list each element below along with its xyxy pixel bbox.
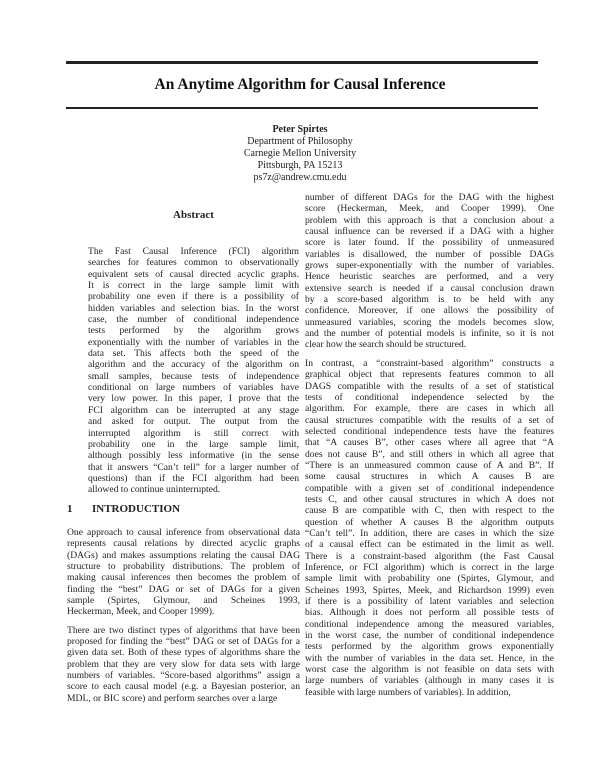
paper-title: An Anytime Algorithm for Causal Inference <box>154 76 446 93</box>
text-line: There is a constraint-based algorithm (the Fast Causal <box>305 550 554 562</box>
text-line: In contrast, a “constraint-based algorithm” constructs a <box>305 357 554 369</box>
text-line: feasible with large numbers of variables). In addition, <box>305 686 511 698</box>
paragraph <box>305 358 554 698</box>
text-line: FCI algorithm can be interrupted at any stage <box>88 404 299 416</box>
text-line: structure to probability distributions. The problem of <box>67 561 300 573</box>
author-name: Peter Spirtes <box>272 124 328 135</box>
text-line: causal structures compatible with the results of a set of <box>305 414 554 426</box>
paragraph <box>67 527 300 618</box>
text-line: of a causal effect can be estimated in the limit as well. <box>305 539 554 551</box>
text-line: cause B are compatible with C, then with respect to the <box>305 505 554 517</box>
abstract-heading: Abstract <box>173 209 214 221</box>
text-line: making causal inferences then becomes the problem of <box>67 572 300 584</box>
text-line: algorithm. For example, there are cases in which all <box>305 403 554 415</box>
text-line: score is later found. If the possibility of unmeasured <box>305 237 554 249</box>
text-line: by a score-based algorithm is to be held with any <box>305 294 554 306</box>
text-line: conditional independence among the measured variables, <box>305 618 554 630</box>
text-line: probability one in the large sample limit, <box>88 438 299 450</box>
text-line: finding the “best” DAG or set of DAGs for a given <box>67 583 300 595</box>
text-line: some causal structures in which A causes B are <box>305 471 554 483</box>
author-email[interactable]: ps7z@andrew.cmu.edu <box>253 172 347 183</box>
text-line: bias. Although it does not perform all possible tests of <box>305 607 554 619</box>
text-line: Heckerman, Meek, and Cooper 1999). <box>67 606 215 618</box>
text-line: Scheines 1993, Spirtes, Meek, and Richardson 1999) even <box>305 584 554 596</box>
text-line: score (Heckerman, Meek, and Cooper 1999). One <box>305 203 554 215</box>
text-line: problem that they are very slow for data sets with large <box>67 658 300 670</box>
text-line: interrupted algorithm is still correct with <box>88 427 299 439</box>
text-line: hidden variables and selection bias. In the worst <box>88 302 299 314</box>
text-line: number of different DAGs for the DAG with the highest <box>305 192 554 203</box>
text-line: sample limit with probability one (Spirtes, Glymour, and <box>305 573 554 585</box>
paragraph <box>67 625 300 704</box>
text-line: worst case the algorithm is not feasible on data sets with <box>305 664 554 676</box>
text-line: conditional on large numbers of variables have <box>88 382 299 394</box>
text-line: causal influence can be reversed if a DAG with a higher <box>305 226 554 238</box>
text-line: probability one even if there is a possibility of <box>88 291 299 303</box>
text-line: equivalent sets of causal directed acyclic graphs. <box>88 268 299 280</box>
text-line: numbers of variables. “Score-based algorithms” assign a <box>67 670 300 682</box>
text-line: “There is an unmeasured common cause of A and B”. If <box>305 459 554 471</box>
text-line: exponentially with the number of variables in the <box>88 336 299 348</box>
text-line: case, the number of conditional independence <box>88 314 299 326</box>
text-line: tests performed by the algorithm grows <box>88 325 299 337</box>
text-line: question of whether A causes B the algorithm outputs <box>305 516 554 528</box>
text-line: with the number of variables in the data set. Hence, in the <box>305 652 554 664</box>
text-line: “Can’t tell”. In addition, there are cases in which the size <box>305 527 554 539</box>
text-line: questions) than if the FCI algorithm had been <box>88 472 299 484</box>
text-line: grows super-exponentially with the number of variables. <box>305 260 554 272</box>
text-line: variables is disallowed, the number of possible DAGs <box>305 248 554 260</box>
author-dept: Department of Philosophy <box>247 136 353 147</box>
text-line: that it answers “Can’t tell” for a larger number of <box>88 461 299 473</box>
text-line: although possibly less informative (in the sense <box>88 450 299 462</box>
text-line: score to each causal model (e.g. a Bayesian posterior, an <box>67 681 300 693</box>
text-line: in the worst case, the number of conditional independence <box>305 630 554 642</box>
text-line: searches for features common to observationally <box>88 257 299 269</box>
text-line: large numbers of variables (although in many cases it is <box>305 675 554 687</box>
text-line: small samples, because tests of independence <box>88 370 299 382</box>
text-line: problem with this approach is that a conclusion about a <box>305 214 554 226</box>
text-line: very low power. In this paper, I prove that the <box>88 393 299 405</box>
text-line: and the number of potential models is infinite, so it is not <box>305 328 554 340</box>
text-line: proposed for finding the “best” DAG or set of DAGs for a <box>67 636 300 648</box>
text-line: sample (Spirtes, Glymour, and Scheines 1993, <box>67 595 300 607</box>
text-line: confidence. Moreover, if one allows the possibility of <box>305 305 554 317</box>
text-line: There are two distinct types of algorithms that have been <box>67 624 300 636</box>
author-city: Pittsburgh, PA 15213 <box>257 160 343 171</box>
text-line: given data set. Both of these types of algorithms share the <box>67 647 300 659</box>
text-line: The Fast Causal Inference (FCI) algorithm <box>88 246 299 257</box>
title-rule <box>66 107 538 109</box>
text-line: MDL, or BIC score) and perform searches over a large <box>67 692 278 704</box>
text-line: DAGS compatible with the results of a set of statistical <box>305 380 554 392</box>
text-line: tests of conditional independence selected by the <box>305 391 554 403</box>
text-line: selected conditional independence tests have the features <box>305 425 554 437</box>
author-block <box>0 124 600 184</box>
text-line: clear how the search should be structured. <box>305 339 467 351</box>
text-line: tests C, and other causal structures in which A does not <box>305 493 554 505</box>
text-line: represents causal relations by directed acyclic graphs <box>67 538 300 550</box>
text-line: if there is a possibility of latent variables and selection <box>305 596 554 608</box>
top-rule <box>66 61 538 64</box>
section-title: INTRODUCTION <box>92 503 181 515</box>
text-line: compatible with a given set of conditional independence <box>305 482 554 494</box>
text-line: does not cause B”, and still others in which all agree that <box>305 448 554 460</box>
text-line: (DAGs) and makes assumptions relating the causal DAG <box>67 549 300 561</box>
text-line: One approach to causal inference from observational data <box>67 527 300 538</box>
intro-body <box>67 527 300 711</box>
text-line: Inference, or FCI algorithm) which is correct in the large <box>305 562 554 573</box>
text-line: that “A causes B”, other cases where all agree that “A <box>305 437 554 449</box>
text-line: Hence heuristic searches are performed, and a very <box>305 271 554 283</box>
paragraph <box>305 192 554 351</box>
text-line: data set. This affects both the speed of the <box>88 348 299 360</box>
text-line: graphical object that represents features common to all <box>305 369 554 381</box>
right-column-body <box>305 192 554 705</box>
paragraph <box>88 246 299 496</box>
abstract-body <box>88 246 299 503</box>
section-number: 1 <box>67 503 73 515</box>
author-university: Carnegie Mellon University <box>243 148 357 159</box>
text-line: and asked for output. The output from the <box>88 416 299 428</box>
text-line: allowed to continue uninterrupted. <box>88 484 221 496</box>
text-line: It is correct in the large sample limit with <box>88 280 299 292</box>
section-heading <box>67 503 180 515</box>
text-line: algorithm and the accuracy of the algorithm on <box>88 359 299 371</box>
text-line: unmeasured variables, scoring the models becomes slow, <box>305 316 554 328</box>
text-line: extensive search is needed if a causal conclusion drawn <box>305 282 554 294</box>
text-line: tests performed by the algorithm grows exponentially <box>305 641 554 653</box>
